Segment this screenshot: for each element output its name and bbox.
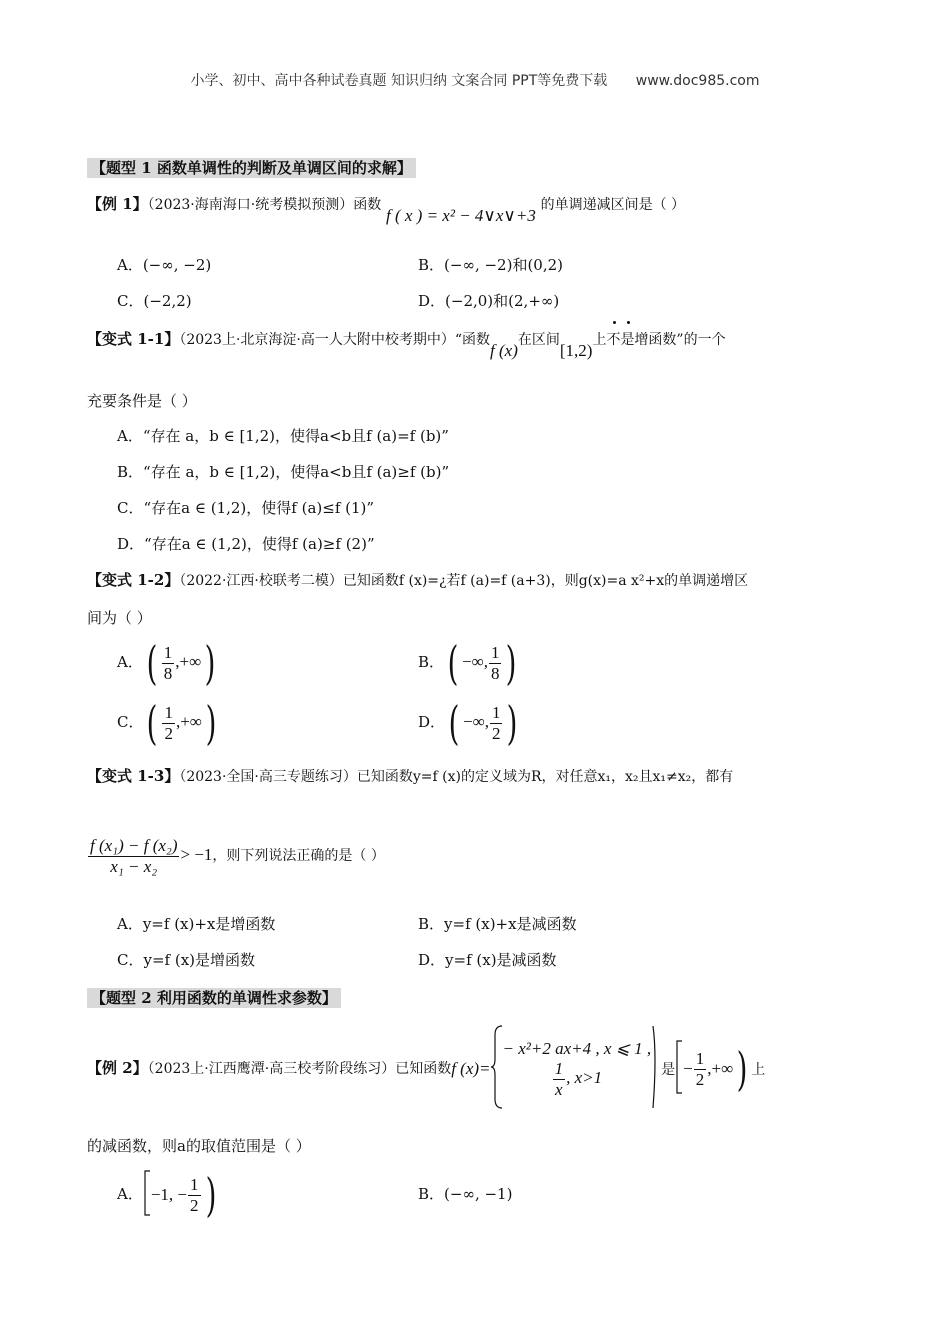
piecewise-cases: − x²+2 ax+4 , x ⩽ 1 , $\frac{1}{x}$ , x>1 [502, 1038, 652, 1099]
example-1-source: （2023·海南海口·统考模拟预测）函数 [147, 197, 382, 213]
piecewise-brace [491, 1025, 503, 1113]
variant-1-3-condition: $\frac{\text{f (x₁) − f (x₂)}}{\text{x₁ − x₂}}$ > −1，则下列说法正确的是（ ） [90, 836, 385, 876]
example-1-function: f ( x ) = x² − 4∨x∨+3 [385, 206, 536, 225]
emphasis-dot-1: 不 [606, 329, 620, 349]
example-2-option-a[interactable]: A． −1, − $\frac{1}{2}$ ) [117, 1168, 216, 1222]
condition-fraction: $\frac{\text{f (x₁) − f (x₂)}}{\text{x₁ − x₂}}$ [90, 836, 178, 876]
header-site-link[interactable]: www.doc985.com [635, 73, 760, 89]
variant-1-1-line2: 充要条件是（ ） [87, 392, 197, 410]
variant-1-3-option-d[interactable]: D．y=f (x)是减函数 [418, 951, 557, 969]
variant-1-3-option-b[interactable]: B．y=f (x)+x是减函数 [418, 915, 577, 933]
variant-1-1-label: 【变式 1-1】 [87, 330, 180, 348]
header-text: 小学、初中、高中各种试卷真题 知识归纳 文案合同 PPT等免费下载 [190, 73, 608, 89]
variant-1-2-option-b[interactable]: B．( −∞, $\frac{1}{8}$ ) [418, 636, 517, 690]
section-title-1: 【题型 1 函数单调性的判断及单调区间的求解】 [87, 157, 416, 178]
variant-1-1-question: 【变式 1-1】（2023上·北京海淀·高一人大附中校考期中）“函数f (x)在区间[1,2)上 不 是增函数”的一个 [87, 328, 726, 349]
example-2-line2: 的减函数，则a的取值范围是（ ） [87, 1137, 311, 1155]
variant-1-3-label: 【变式 1-3】 [87, 767, 180, 785]
example-2-label: 【例 2】 [87, 1059, 148, 1077]
variant-1-2-label: 【变式 1-2】 [87, 571, 180, 589]
variant-1-2-option-a[interactable]: A．( $\frac{1}{8}$ ,+∞) [117, 636, 216, 690]
variant-1-3-question: 【变式 1-3】（2023·全国·高三专题练习）已知函数y=f (x)的定义域为R，对任意x₁，x₂且x₁≠x₂，都有 [87, 767, 734, 785]
variant-1-3-option-a[interactable]: A．y=f (x)+x是增函数 [117, 915, 276, 933]
variant-1-3-option-c[interactable]: C．y=f (x)是增函数 [117, 951, 256, 969]
example-1-option-c[interactable]: C．(−2,2) [117, 292, 192, 310]
variant-1-2-line2: 间为（ ） [87, 609, 152, 627]
emphasis-dot-2: 是 [620, 329, 634, 349]
variant-1-2-question: 【变式 1-2】（2022·江西·校联考二模）已知函数f (x)=¿若f (a)=f (a+3)，则g(x)=a x²+x的单调递增区 [87, 571, 749, 589]
variant-1-2-option-c[interactable]: C．( $\frac{1}{2}$ ,+∞) [117, 696, 217, 750]
variant-1-1-option-d[interactable]: D．“存在a ∈ (1,2)，使得f (a)≥f (2)” [117, 535, 375, 553]
example-1-label: 【例 1】 [87, 195, 148, 213]
variant-1-1-option-b[interactable]: B．“存在 a，b ∈ [1,2)，使得a<b且f (a)≥f (b)” [117, 463, 450, 481]
page-header [0, 70, 950, 90]
example-1-option-a[interactable]: A．(−∞, −2) [117, 256, 212, 274]
example-1-option-b[interactable]: B．(−∞, −2)和(0,2) [418, 256, 563, 274]
example-1-option-d[interactable]: D．(−2,0)和(2,+∞) [418, 292, 560, 310]
example-2-option-b[interactable]: B．(−∞, −1) [418, 1185, 513, 1203]
example-1-tail: 的单调递减区间是（ ） [540, 197, 686, 213]
variant-1-1-option-c[interactable]: C．“存在a ∈ (1,2)，使得f (a)≤f (1)” [117, 499, 375, 517]
variant-1-2-option-d[interactable]: D．( −∞, $\frac{1}{2}$ ) [418, 696, 518, 750]
example-1-question [87, 193, 686, 225]
variant-1-1-option-a[interactable]: A．“存在 a，b ∈ [1,2)，使得a<b且f (a)=f (b)” [117, 427, 449, 445]
example-2-question: 【例 2】（2023上·江西鹰潭·高三校考阶段练习）已知函数f (x)= − x²+2 ax+4 , x ⩽ 1 , $\frac{1}{x}$ , x>1 是 − $\frac{1}{2}$ ,+∞) 上 [87, 1025, 765, 1113]
section-title-2: 【题型 2 利用函数的单调性求参数】 [87, 987, 341, 1008]
